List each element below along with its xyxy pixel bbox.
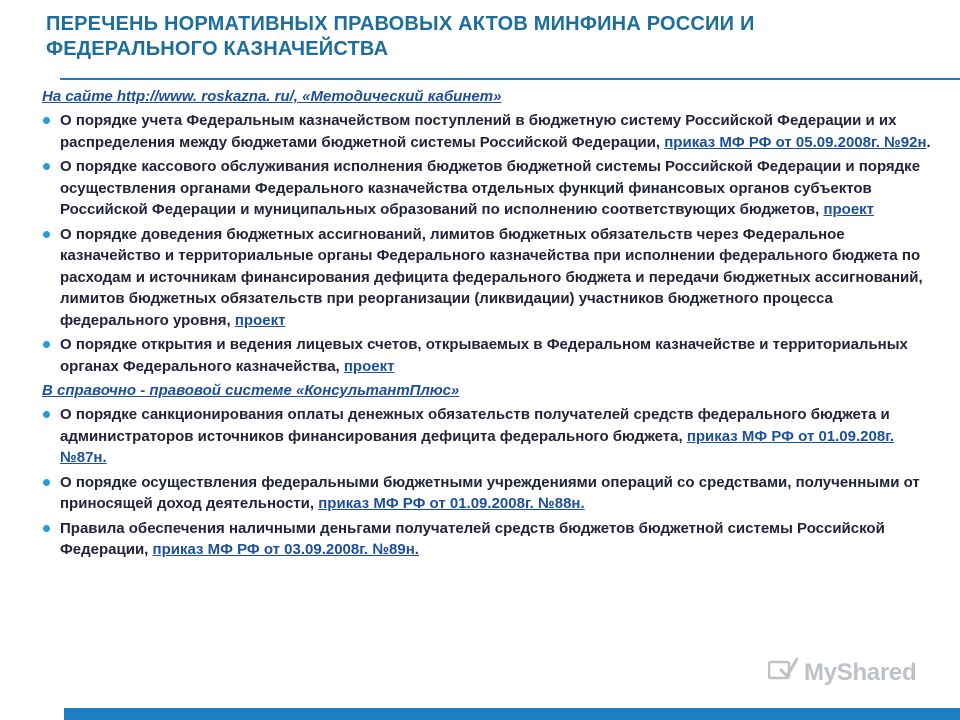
list-item: О порядке осуществления федеральными бюджетными учреждениями операций со средствами, полученными от приносящей доход деятельности, приказ МФ РФ от 01.09.2008г. №88н. — [42, 472, 942, 515]
bullet-icon — [43, 117, 50, 124]
bullet-icon — [43, 479, 50, 486]
document-link[interactable]: проект — [823, 201, 875, 218]
list-item: О порядке кассового обслуживания исполнения бюджетов бюджетной системы Российской Федерации и порядке осуществления органами Федерального казначейства отдельных функций финансовых органов субъектов Российской Федерации и муниципальных образований по исполнению соответствующих бюджетов, проект — [42, 156, 942, 221]
list-item: О порядке учета Федеральным казначейством поступлений в бюджетную систему Российской Федерации и их распределения между бюджетами бюджетной системы Российской Федерации, приказ МФ РФ от 05.09.2008г. №92н. — [42, 110, 942, 153]
section-heading-roskazna[interactable]: На сайте http://www. roskazna. ru/, «Методический кабинет» — [42, 88, 502, 105]
watermark-logo — [768, 657, 916, 689]
document-link[interactable]: приказ МФ РФ от 05.09.2008г. №92н — [664, 133, 927, 151]
section-heading-consultant[interactable]: В справочно - правовой системе «КонсультантПлюс» — [42, 382, 460, 399]
document-link[interactable]: приказ МФ РФ от 01.09.208г. №87н. — [60, 427, 895, 466]
document-link[interactable]: проект — [343, 357, 395, 375]
act-list-consultant — [42, 404, 942, 561]
bullet-icon — [43, 341, 50, 348]
list-item: Правила обеспечения наличными деньгами получателей средств бюджетов бюджетной системы Российской Федерации, приказ МФ РФ от 03.09.2008г. №89н. — [42, 518, 942, 561]
bullet-icon — [43, 163, 50, 170]
footer-bar — [64, 708, 960, 720]
document-body — [42, 86, 942, 564]
title-divider — [60, 78, 960, 80]
document-link[interactable]: приказ МФ РФ от 01.09.2008г. №88н. — [318, 495, 585, 512]
document-link[interactable]: приказ МФ РФ от 03.09.2008г. №89н. — [152, 541, 419, 558]
list-item: О порядке санкционирования оплаты денежных обязательств получателей средств федерального бюджета и администраторов источников финансирования дефицита федерального бюджета, приказ МФ РФ от 01.09.208г. №87н. — [42, 404, 942, 469]
act-list-roskazna — [42, 110, 942, 377]
watermark-text: MyShared — [804, 659, 917, 686]
myshared-logo-icon — [768, 656, 798, 691]
page-title: ПЕРЕЧЕНЬ НОРМАТИВНЫХ ПРАВОВЫХ АКТОВ МИНФИНА РОССИИ И ФЕДЕРАЛЬНОГО КАЗНАЧЕЙСТВА — [46, 13, 755, 60]
document-link[interactable]: проект — [234, 311, 286, 329]
list-item: О порядке доведения бюджетных ассигнований, лимитов бюджетных обязательств через Федеральное казначейство и территориальные органы Федерального казначейства при исполнении федерального бюджета по расходам и источникам финансирования дефицита федерального бюджета и передачи бюджетных ассигнований, лимитов бюджетных обязательств при реорганизации (ликвидации) участников бюджетного процесса федерального уровня, проект — [42, 224, 942, 332]
list-item: О порядке открытия и ведения лицевых счетов, открываемых в Федеральном казначействе и территориальных органах Федерального казначейства, проект — [42, 334, 942, 377]
bullet-icon — [43, 525, 50, 532]
bullet-icon — [43, 411, 50, 418]
bullet-icon — [43, 231, 50, 238]
